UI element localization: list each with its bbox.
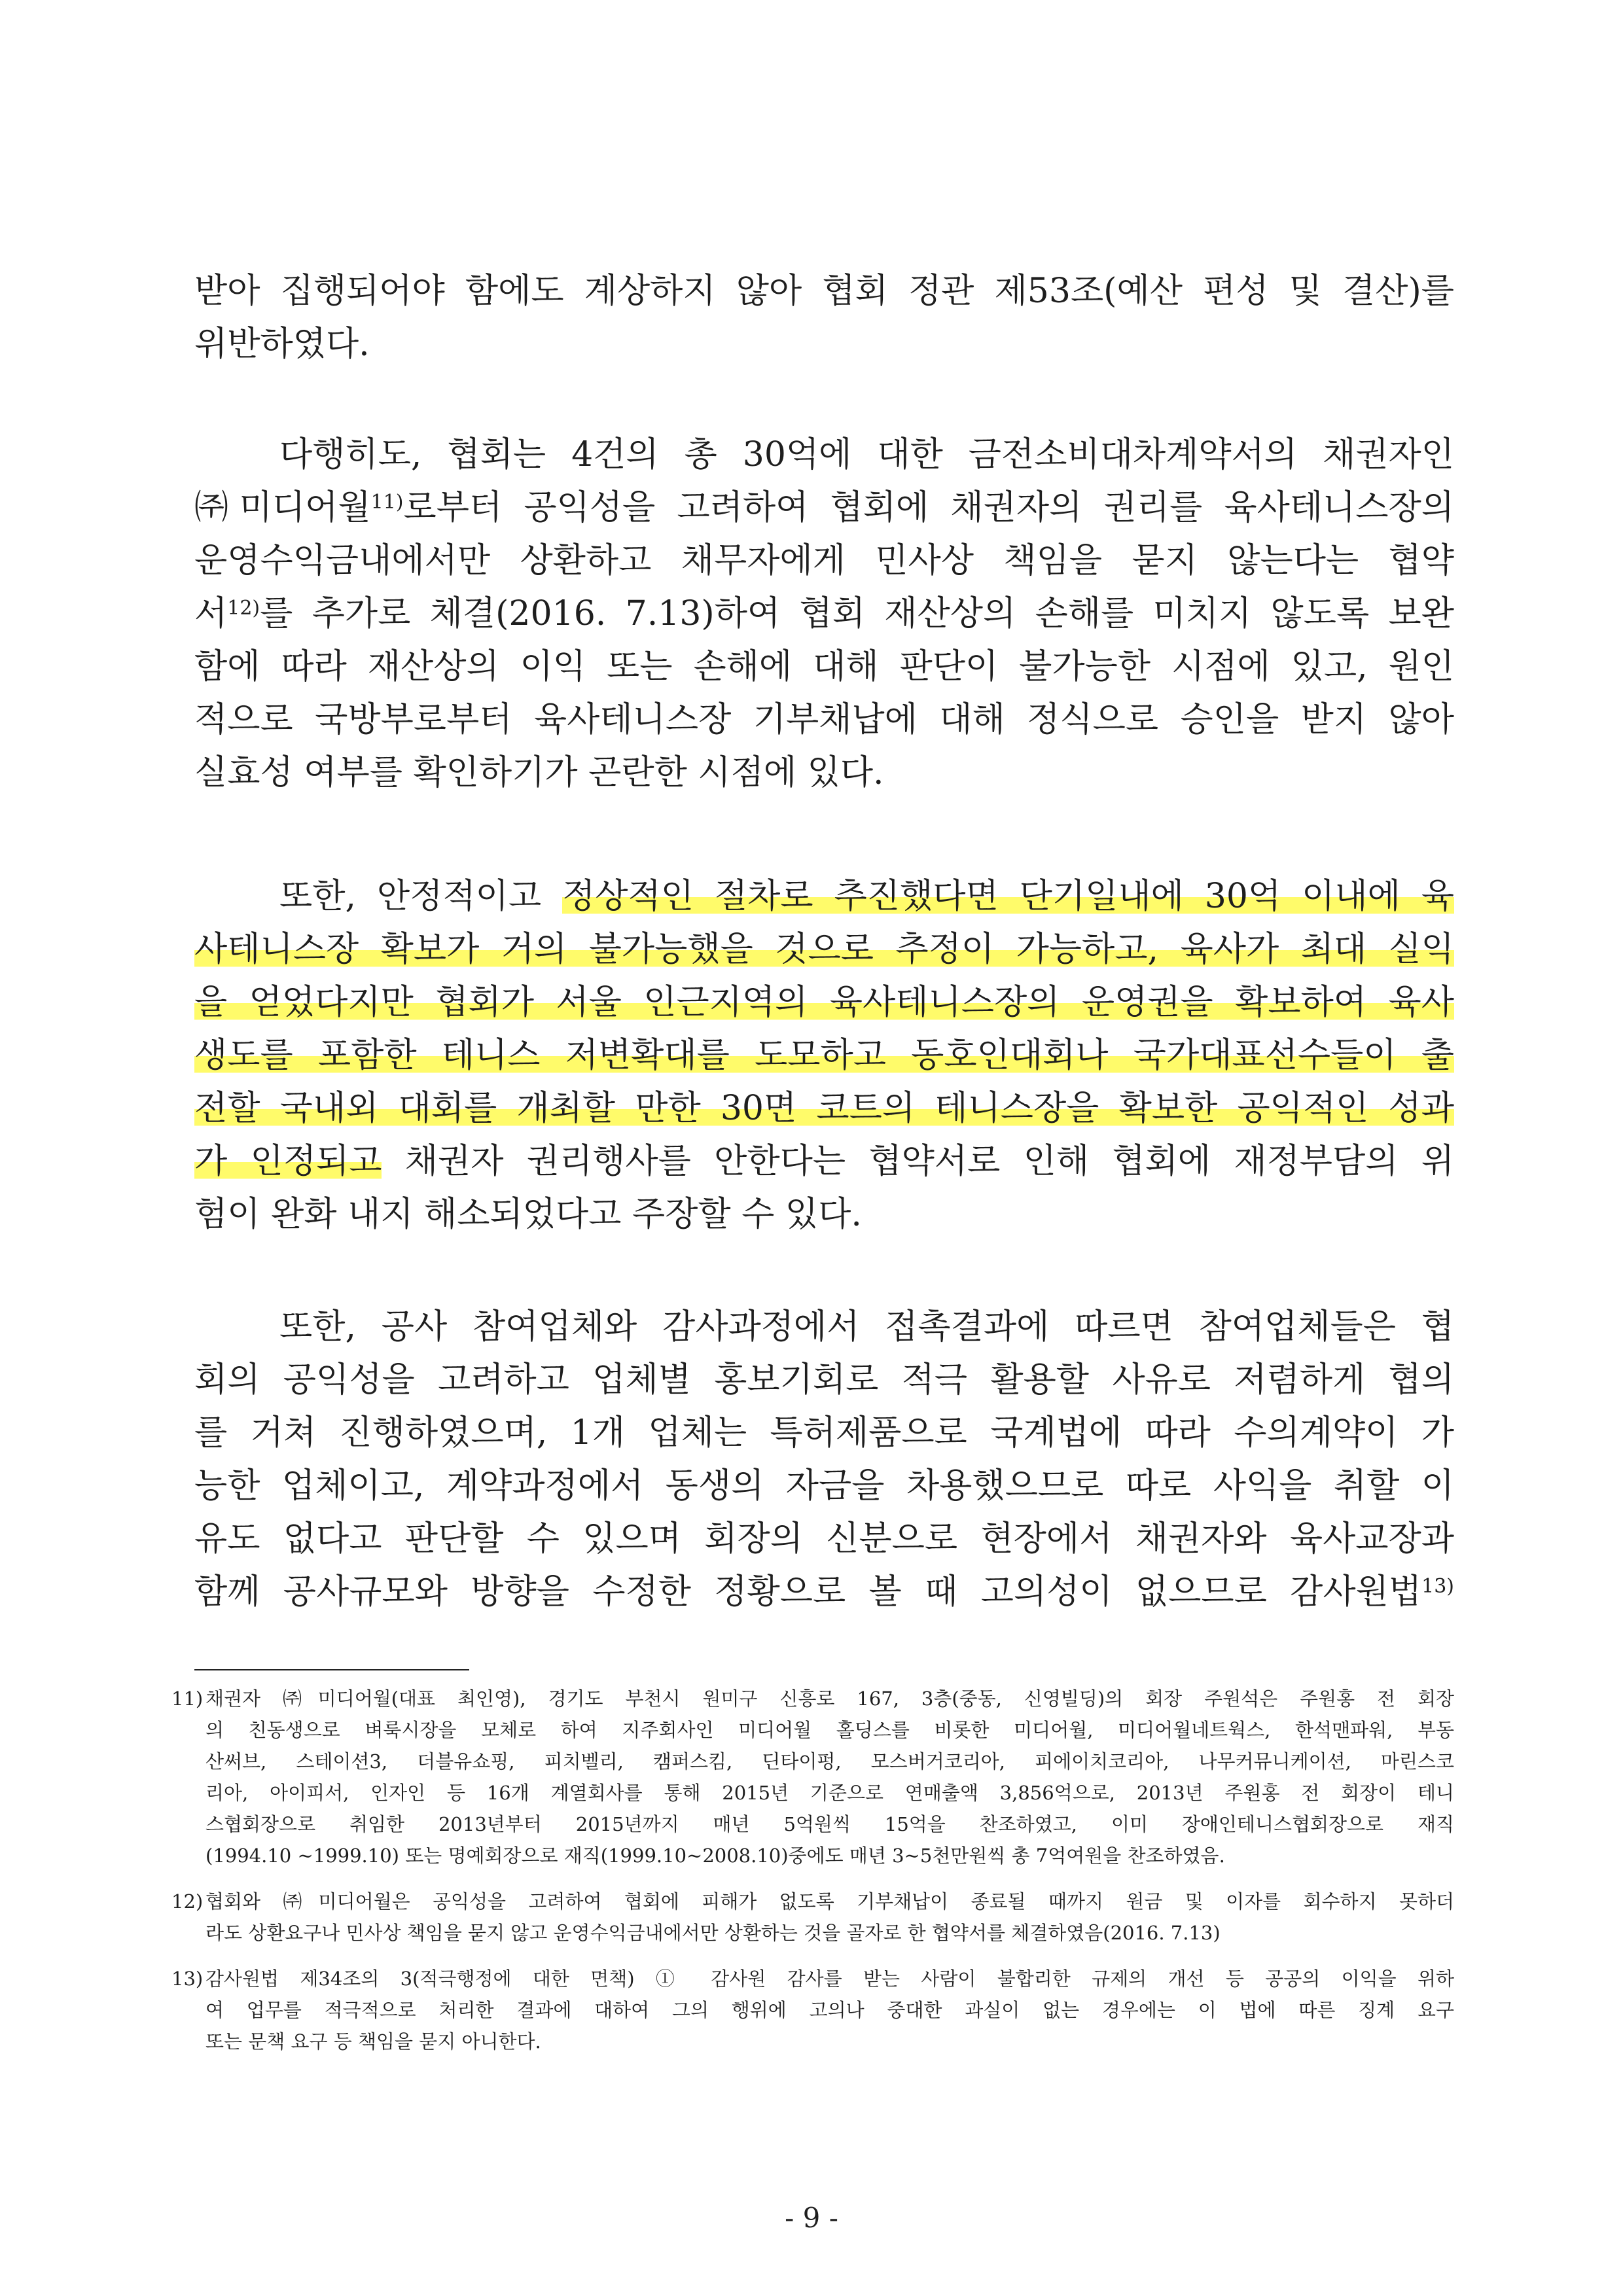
- text-line: 다행히도, 협회는 4건의 총 30억에 대한 금전소비대차계약서의 채권자인: [279, 435, 1454, 474]
- text-line: 험이 완화 내지 해소되었다고 주장할 수 있다.: [194, 1195, 862, 1234]
- footnote-line: 협회와 ㈜미디어월은 공익성을 고려하여 협회에 피해가 없도록 기부채납이 종료될 때까지 원금 및 이자를 회수하지 못하더: [205, 1890, 1454, 1913]
- text-line: 함께 공사규모와 방향을 수정한 정황으로 볼 때 고의성이 없으므로 감사원법$^{13)}$: [194, 1572, 1454, 1612]
- text-line: 실효성 여부를 확인하기가 곤란한 시점에 있다.: [194, 753, 884, 792]
- text-line: ㈜미디어월$^{11)}$로부터 공익성을 고려하여 협회에 채권자의 권리를 육사테니스장의: [194, 488, 1454, 527]
- text-line: [194, 1082, 1454, 1135]
- footnote-12: [171, 1886, 1454, 1949]
- paragraph-2: [194, 429, 1454, 800]
- text-line: 가 인정되고 채권자 권리행사를 안한다는 협약서로 인해 협회에 재정부담의 위: [194, 1142, 1454, 1181]
- footnote-line: 채권자 ㈜미디어월(대표 최인영), 경기도 부천시 원미구 신흥로 167, 3층(중동, 신영빌딩)의 회장 주원석은 주원홍 전 회장: [205, 1687, 1454, 1710]
- footnote-13: [171, 1963, 1454, 2057]
- footnote-line: 또는 문책 요구 등 책임을 묻지 아니한다.: [205, 2030, 541, 2053]
- text-line: 서$^{12)}$를 추가로 체결(2016. 7.13)하여 협회 재산상의 손해를 미치지 않도록 보완: [194, 594, 1454, 633]
- footnote-ref-13[interactable]: 13): [1421, 1575, 1454, 1598]
- paragraph-3: [194, 870, 1454, 1241]
- paragraph-1: [194, 265, 1454, 371]
- footnote-line: (1994.10 ~1999.10) 또는 명예회장으로 재직(1999.10~2008.10)중에도 매년 3~5천만원씩 총 7억여원을 찬조하였음.: [205, 1845, 1225, 1867]
- footnote-number: 12): [171, 1890, 204, 1913]
- footnote-line: 리아, 아이피서, 인자인 등 16개 계열회사를 통해 2015년 기준으로 연매출액 3,856억으로, 2013년 주원홍 전 회장이 테니: [205, 1782, 1454, 1804]
- footnote-line: 스협회장으로 취임한 2013년부터 2015년까지 매년 5억원씩 15억을 찬조하였고, 이미 장애인테니스협회장으로 재직: [205, 1813, 1454, 1835]
- footnotes: [171, 1683, 1454, 2057]
- text-line: 능한 업체이고, 계약과정에서 동생의 자금을 차용했으므로 따로 사익을 취할 이: [194, 1466, 1454, 1506]
- text-line: 적으로 국방부로부터 육사테니스장 기부채납에 대해 정식으로 승인을 받지 않아: [194, 700, 1454, 739]
- text-line: 함에 따라 재산상의 이익 또는 손해에 대해 판단이 불가능한 시점에 있고, 원인: [194, 647, 1454, 686]
- footnote-line: 의 친동생으로 벼룩시장을 모체로 하여 지주회사인 미디어월 홀딩스를 비롯한 미디어월, 미디어월네트웍스, 한석맨파워, 부동: [205, 1719, 1454, 1741]
- highlight-mark: 가 인정되고: [194, 1142, 382, 1181]
- text-line: 운영수익금내에서만 상환하고 채무자에게 민사상 책임을 묻지 않는다는 협약: [194, 541, 1454, 580]
- footnote-ref-11[interactable]: 11): [370, 491, 404, 514]
- footnote-number: 13): [171, 1968, 204, 1990]
- footnote-11: [171, 1683, 1454, 1871]
- page-number: - 9 -: [785, 2202, 838, 2234]
- footnote-ref-12[interactable]: 12): [227, 597, 260, 620]
- footnote-separator: [194, 1669, 469, 1670]
- footnote-number: 11): [171, 1687, 204, 1710]
- text-line: [194, 976, 1454, 1029]
- highlight-mark: 전할 국내외 대회를 개최할 만한 30면 코트의 테니스장을 확보한 공익적인 성과: [194, 1089, 1454, 1128]
- highlight-mark: 을 얻었다지만 협회가 서울 인근지역의 육사테니스장의 운영권을 확보하여 육사: [194, 983, 1454, 1022]
- text-line: 위반하였다.: [194, 325, 370, 364]
- highlight-mark: 정상적인 절차로 추진했다면 단기일내에 30억 이내에 육: [562, 877, 1454, 916]
- text-line: 회의 공익성을 고려하고 업체별 홍보기회로 적극 활용할 사유로 저렴하게 협의: [194, 1360, 1454, 1400]
- text-line: 또한, 안정적이고 정상적인 절차로 추진했다면 단기일내에 30억 이내에 육: [279, 877, 1454, 916]
- text-line: 유도 없다고 판단할 수 있으며 회장의 신분으로 현장에서 채권자와 육사교장과: [194, 1519, 1454, 1559]
- text-line: 받아 집행되어야 함에도 계상하지 않아 협회 정관 제53조(예산 편성 및 결산)를: [194, 272, 1454, 311]
- text-line: 를 거쳐 진행하였으며, 1개 업체는 특허제품으로 국계법에 따라 수의계약이 가: [194, 1413, 1454, 1453]
- highlight-mark: 생도를 포함한 테니스 저변확대를 도모하고 동호인대회나 국가대표선수들이 출: [194, 1036, 1454, 1075]
- footnote-line: 라도 상환요구나 민사상 책임을 묻지 않고 운영수익금내에서만 상환하는 것을 골자로 한 협약서를 체결하였음(2016. 7.13): [205, 1922, 1221, 1944]
- highlight-mark: 사테니스장 확보가 거의 불가능했을 것으로 추정이 가능하고, 육사가 최대 실익: [194, 930, 1454, 969]
- paragraph-4: [194, 1301, 1454, 1619]
- footnote-line: 산써브, 스테이션3, 더블유쇼핑, 피치벨리, 캠퍼스킴, 딘타이펑, 모스버거코리아, 피에이치코리아, 나무커뮤니케이션, 마린스코: [205, 1750, 1454, 1773]
- text-line: [194, 923, 1454, 976]
- footnote-line: 감사원법 제34조의 3(적극행정에 대한 면책) ① 감사원 감사를 받는 사람이 불합리한 규제의 개선 등 공공의 이익을 위하: [205, 1968, 1454, 1990]
- text-line: 또한, 공사 참여업체와 감사과정에서 접촉결과에 따르면 참여업체들은 협: [279, 1307, 1454, 1347]
- text-line: [194, 1029, 1454, 1082]
- footnote-line: 여 업무를 적극적으로 처리한 결과에 대하여 그의 행위에 고의나 중대한 과실이 없는 경우에는 이 법에 따른 징계 요구: [205, 1999, 1454, 2021]
